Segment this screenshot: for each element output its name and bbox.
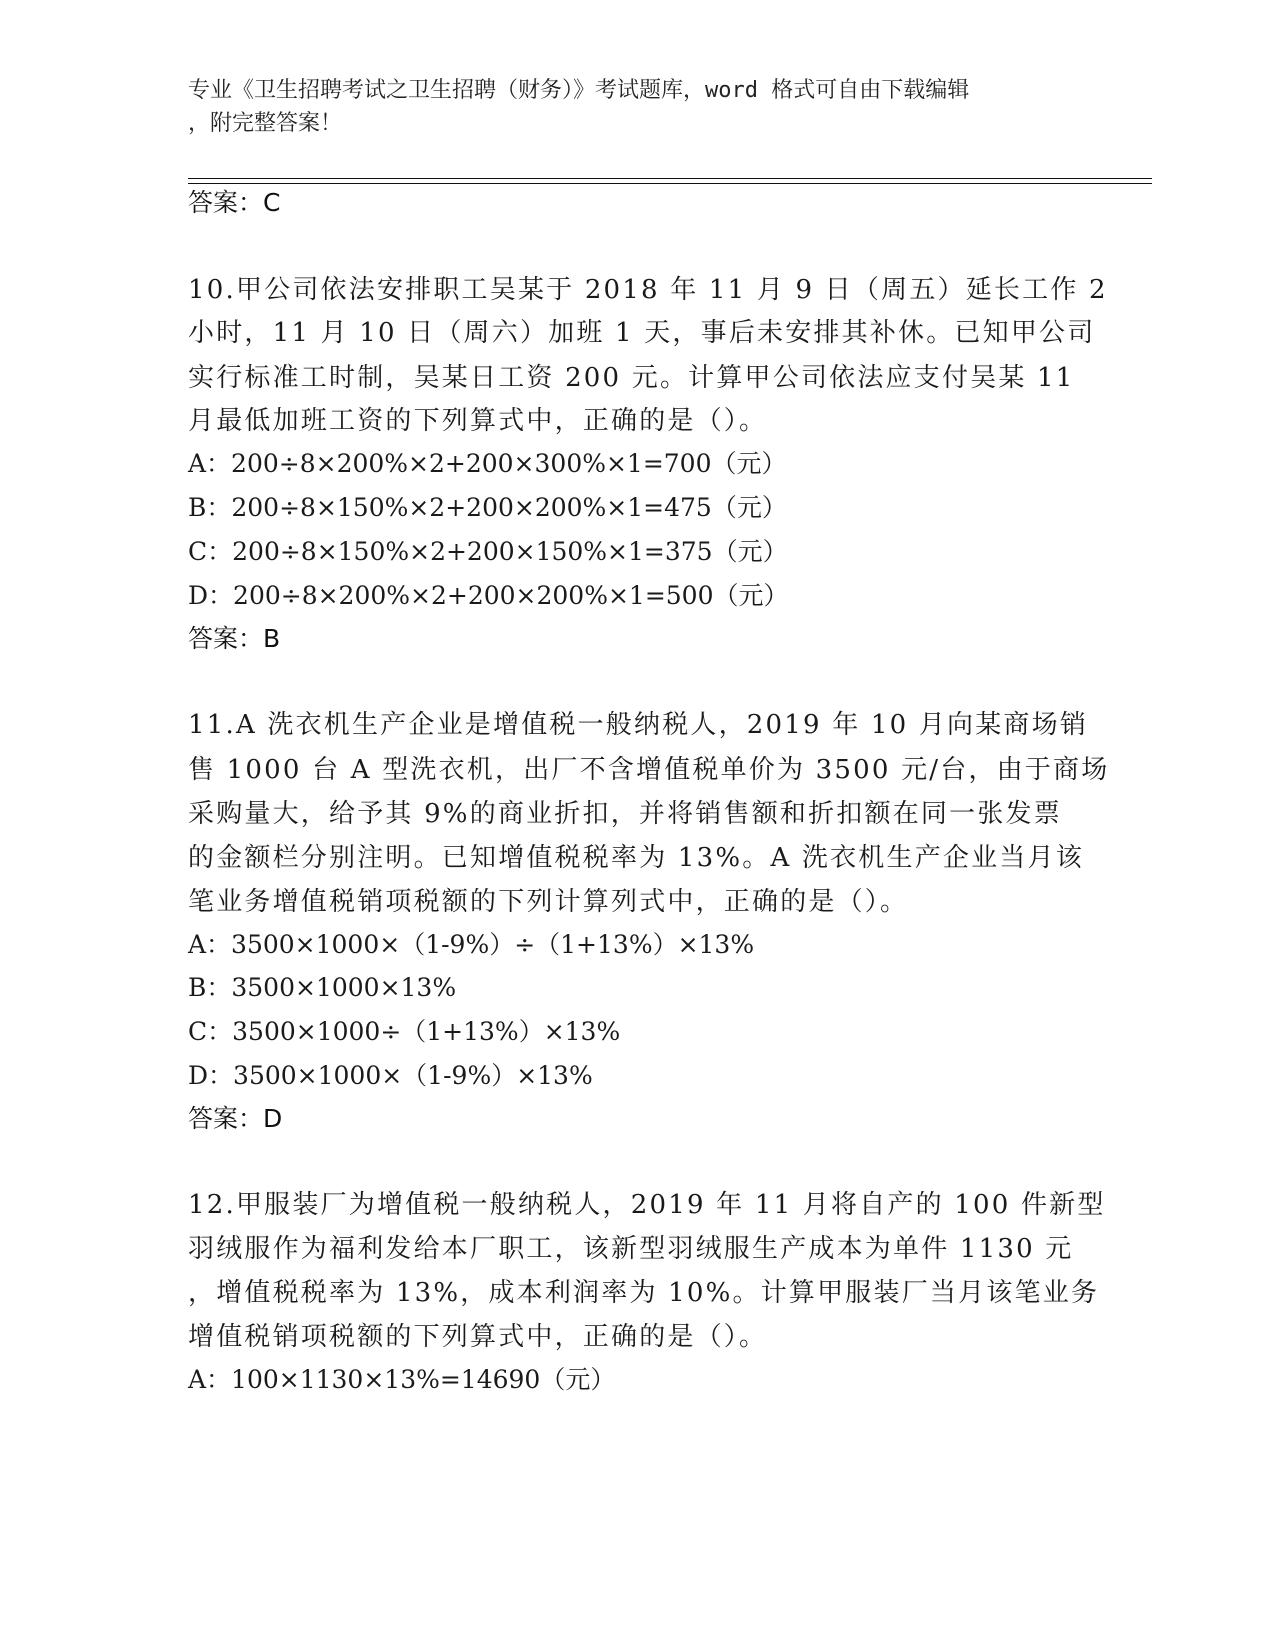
header-line-1: 专业《卫生招聘考试之卫生招聘（财务）》考试题库，word 格式可自由下载编辑	[188, 78, 970, 103]
option-d: D：3500×1000×（1-9%）×13%	[188, 1061, 593, 1090]
question-text-line: 羽绒服作为福利发给本厂职工，该新型羽绒服生产成本为单件 1130 元	[188, 1234, 1074, 1264]
answer-label: 答案：B	[188, 624, 281, 653]
question-text-line: ，增值税税率为 13%，成本利润率为 10%。计算甲服装厂当月该笔业务	[188, 1278, 1100, 1308]
header-line-2: ，附完整答案！	[188, 111, 343, 136]
header-divider-bottom	[188, 183, 1152, 184]
question-text-line: 增值税销项税额的下列算式中，正确的是（）。	[188, 1322, 768, 1352]
document-header	[188, 74, 1088, 140]
question-text-line: 实行标准工时制，吴某日工资 200 元。计算甲公司依法应支付吴某 11	[188, 363, 1075, 393]
option-a: A：3500×1000×（1-9%）÷（1+13%）×13%	[188, 930, 755, 959]
previous-answer: 答案：C	[188, 188, 281, 217]
header-divider-top	[188, 178, 1152, 179]
option-a: A：200÷8×200%×2+200×300%×1=700（元）	[188, 449, 787, 478]
option-b: B：200÷8×150%×2+200×200%×1=475（元）	[188, 493, 787, 522]
question-text-line: 月最低加班工资的下列算式中，正确的是（）。	[188, 406, 768, 436]
option-c: C：3500×1000÷（1+13%）×13%	[188, 1017, 621, 1046]
option-a: A：100×1130×13%=14690（元）	[188, 1365, 616, 1394]
question-text-line: 采购量大，给予其 9%的商业折扣，并将销售额和折扣额在同一张发票	[188, 799, 1062, 829]
question-text-line: 售 1000 台 A 型洗衣机，出厂不含增值税单价为 3500 元/台，由于商场	[188, 755, 1110, 785]
question-text-line: 笔业务增值税销项税额的下列计算列式中，正确的是（）。	[188, 887, 909, 917]
answer-label: 答案：D	[188, 1104, 283, 1133]
option-d: D：200÷8×200%×2+200×200%×1=500（元）	[188, 581, 789, 610]
question-text-line: 12.甲服装厂为增值税一般纳税人，2019 年 11 月将自产的 100 件新型	[188, 1190, 1106, 1220]
option-c: C：200÷8×150%×2+200×150%×1=375（元）	[188, 537, 788, 566]
question-text-line: 10.甲公司依法安排职工吴某于 2018 年 11 月 9 日（周五）延长工作 2	[188, 275, 1108, 305]
question-text-line: 11.A 洗衣机生产企业是增值税一般纳税人，2019 年 10 月向某商场销	[188, 710, 1089, 740]
option-b: B：3500×1000×13%	[188, 973, 457, 1002]
question-text-line: 的金额栏分别注明。已知增值税税率为 13%。A 洗衣机生产企业当月该	[188, 843, 1084, 873]
question-text-line: 小时，11 月 10 日（周六）加班 1 天，事后未安排其补休。已知甲公司	[188, 318, 1096, 348]
